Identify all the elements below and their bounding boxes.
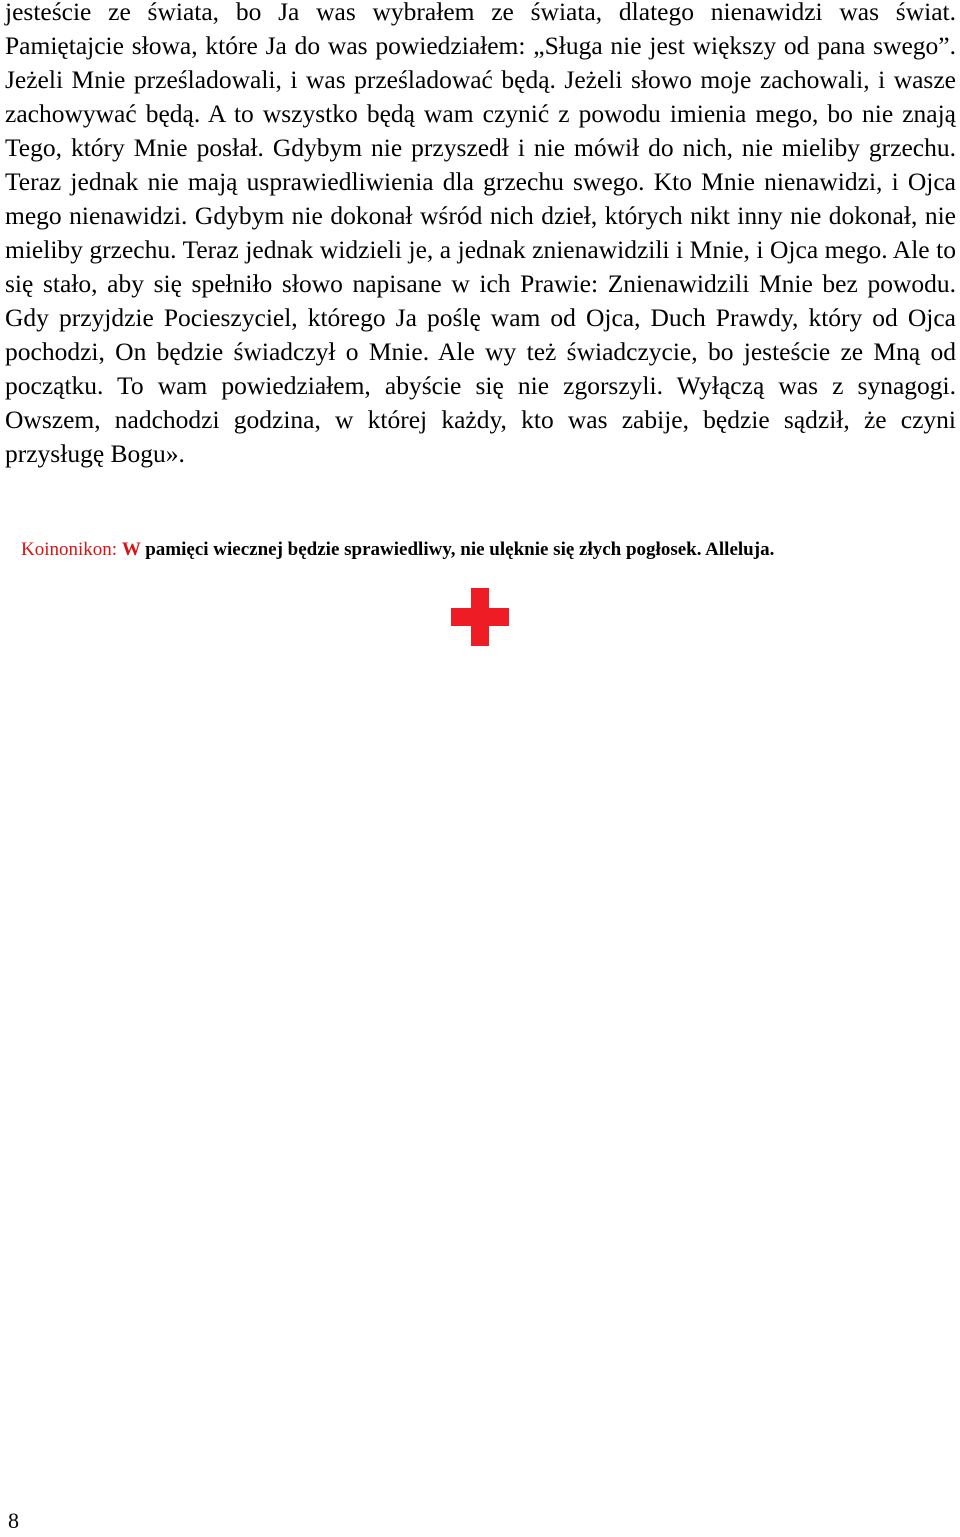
- koinonikon-label: Koinonikon:: [21, 539, 122, 560]
- gospel-body-text: jesteście ze świata, bo Ja was wybrałem ze świata, dlatego nienawidzi was świat. Pamiętajcie słowa, które Ja do was powiedziałem: „Sługa nie jest większy od pana swego”. Jeżeli Mnie prześladowali, i was prześladować będą. Jeżeli słowo moje zachowali, i wasze zachowywać będą. A to wszystko będą wam czynić z powodu imienia mego, bo nie znają Tego, który Mnie posłał. Gdybym nie przyszedł i nie mówił do nich, nie mieliby grzechu. Teraz jednak nie mają usprawiedliwienia dla grzechu swego. Kto Mnie nienawidzi, i Ojca mego nienawidzi. Gdybym nie dokonał wśród nich dzieł, których nikt inny nie dokonał, nie mieliby grzechu. Teraz jednak widzieli je, a jednak znienawidzili i Mnie, i Ojca mego. Ale to się stało, aby się spełniło słowo napisane w ich Prawie: Znienawidzili Mnie bez powodu. Gdy przyjdzie Pocieszyciel, którego Ja poślę wam od Ojca, Duch Prawdy, który od Ojca pochodzi, On będzie świadczył o Mnie. Ale wy też świadczycie, bo jesteście ze Mną od początku. To wam powiedziałem, abyście się nie zgorszyli. Wyłączą was z synagogi. Owszem, nadchodzi godzina, w której każdy, kto was zabije, będzie sądził, że czyni przysługę Bogu».: [5, 0, 956, 468]
- koinonikon-initial: W: [121, 539, 141, 560]
- page-number: 8: [8, 1508, 19, 1533]
- koinonikon-text: pamięci wiecznej będzie sprawiedliwy, nie ulęknie się złych pogłosek. Alleluja.: [140, 539, 775, 560]
- red-cross-icon: [451, 588, 509, 646]
- koinonikon-line: [21, 537, 956, 563]
